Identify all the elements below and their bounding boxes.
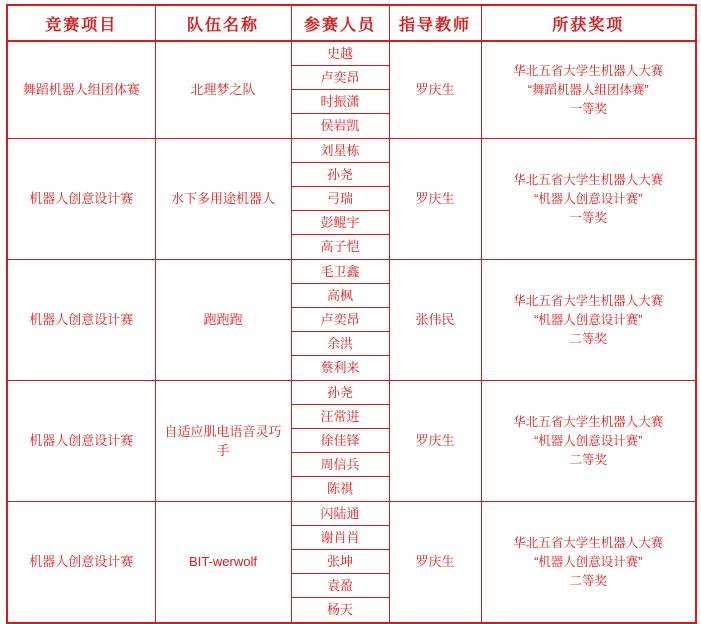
cell-award xyxy=(481,260,696,381)
award-text xyxy=(485,413,693,470)
table-header xyxy=(7,5,696,41)
member-name: 卢奕昂 xyxy=(292,308,389,332)
member-name: 侯岩凯 xyxy=(320,118,360,133)
cell-members xyxy=(291,381,389,502)
column-header-award: 所获奖项 xyxy=(481,5,696,41)
cell-team-name: 北理梦之队 xyxy=(155,41,291,139)
cell-teacher: 罗庆生 xyxy=(389,41,481,139)
member-name: 刘星栋 xyxy=(292,139,389,163)
cell-award xyxy=(481,41,696,139)
table-row xyxy=(7,260,696,381)
member-name: 史越 xyxy=(292,42,389,66)
cell-team-name: BIT-werwolf xyxy=(155,502,291,624)
award-line: “机器人创意设计赛” xyxy=(534,191,643,206)
member-name: 周信兵 xyxy=(292,453,389,477)
cell-project: 机器人创意设计赛 xyxy=(7,502,155,624)
member-name: 徐佳锋 xyxy=(292,429,389,453)
column-header-teacher: 指导教师 xyxy=(389,5,481,41)
member-list xyxy=(292,502,389,622)
table-header-row xyxy=(7,5,696,41)
member-name: 孙尧 xyxy=(292,163,389,187)
cell-project: 机器人创意设计赛 xyxy=(7,139,155,260)
member-name: 闪陆通 xyxy=(292,502,389,526)
award-text xyxy=(485,171,693,228)
member-name: 杨天 xyxy=(326,602,353,617)
cell-teacher: 罗庆生 xyxy=(389,381,481,502)
cell-team-name: 跑跑跑 xyxy=(155,260,291,381)
cell-members xyxy=(291,139,389,260)
cell-teacher: 罗庆生 xyxy=(389,139,481,260)
award-line: 华北五省大学生机器人大赛 xyxy=(513,172,664,187)
award-text xyxy=(485,534,693,591)
member-name: 彭鲲宇 xyxy=(292,211,389,235)
member-name: 孙尧 xyxy=(292,381,389,405)
award-line: “机器人创意设计赛” xyxy=(534,554,643,569)
award-line: 一等奖 xyxy=(569,210,607,225)
member-name: 余洪 xyxy=(292,332,389,356)
cell-members xyxy=(291,41,389,139)
member-name: 汪常进 xyxy=(292,405,389,429)
cell-project: 机器人创意设计赛 xyxy=(7,381,155,502)
award-line: “舞蹈机器人组团体赛” xyxy=(527,82,649,97)
table-body xyxy=(7,41,696,623)
award-text xyxy=(485,292,693,349)
member-name: 时振潇 xyxy=(292,90,389,114)
column-header-team: 队伍名称 xyxy=(155,5,291,41)
column-header-members: 参赛人员 xyxy=(291,5,389,41)
award-line: “机器人创意设计赛” xyxy=(534,433,643,448)
member-name: 蔡利来 xyxy=(320,360,360,375)
award-line: 二等奖 xyxy=(569,452,607,467)
member-name: 张坤 xyxy=(292,550,389,574)
cell-team-name: 自适应肌电语音灵巧手 xyxy=(155,381,291,502)
cell-teacher: 张伟民 xyxy=(389,260,481,381)
award-line: “机器人创意设计赛” xyxy=(534,312,643,327)
cell-team-name: 水下多用途机器人 xyxy=(155,139,291,260)
table-row xyxy=(7,381,696,502)
award-line: 二等奖 xyxy=(569,331,607,346)
award-line: 二等奖 xyxy=(569,573,607,588)
member-name: 高子恺 xyxy=(320,239,360,254)
award-line: 华北五省大学生机器人大赛 xyxy=(513,535,664,550)
award-line: 一等奖 xyxy=(569,101,607,116)
member-name: 毛卫鑫 xyxy=(292,260,389,284)
table-row xyxy=(7,502,696,624)
cell-award xyxy=(481,502,696,624)
competition-award-table xyxy=(6,4,697,624)
award-line: 华北五省大学生机器人大赛 xyxy=(513,293,664,308)
member-name: 袁盈 xyxy=(292,574,389,598)
award-line: 华北五省大学生机器人大赛 xyxy=(513,414,664,429)
member-list xyxy=(292,260,389,380)
member-name: 卢奕昂 xyxy=(292,66,389,90)
award-line: 华北五省大学生机器人大赛 xyxy=(513,63,664,78)
award-text xyxy=(485,62,693,119)
member-list xyxy=(292,381,389,501)
cell-award xyxy=(481,381,696,502)
member-name: 陈祺 xyxy=(326,481,353,496)
cell-members xyxy=(291,502,389,624)
member-list xyxy=(292,139,389,259)
cell-award xyxy=(481,139,696,260)
cell-members xyxy=(291,260,389,381)
cell-project: 舞蹈机器人组团体赛 xyxy=(7,41,155,139)
cell-teacher: 罗庆生 xyxy=(389,502,481,624)
member-list xyxy=(292,42,389,138)
member-name: 谢肖肖 xyxy=(292,526,389,550)
table-row xyxy=(7,139,696,260)
member-name: 弓瑞 xyxy=(292,187,389,211)
table-row xyxy=(7,41,696,139)
column-header-project: 竞赛项目 xyxy=(7,5,155,41)
member-name: 高枫 xyxy=(292,284,389,308)
cell-project: 机器人创意设计赛 xyxy=(7,260,155,381)
